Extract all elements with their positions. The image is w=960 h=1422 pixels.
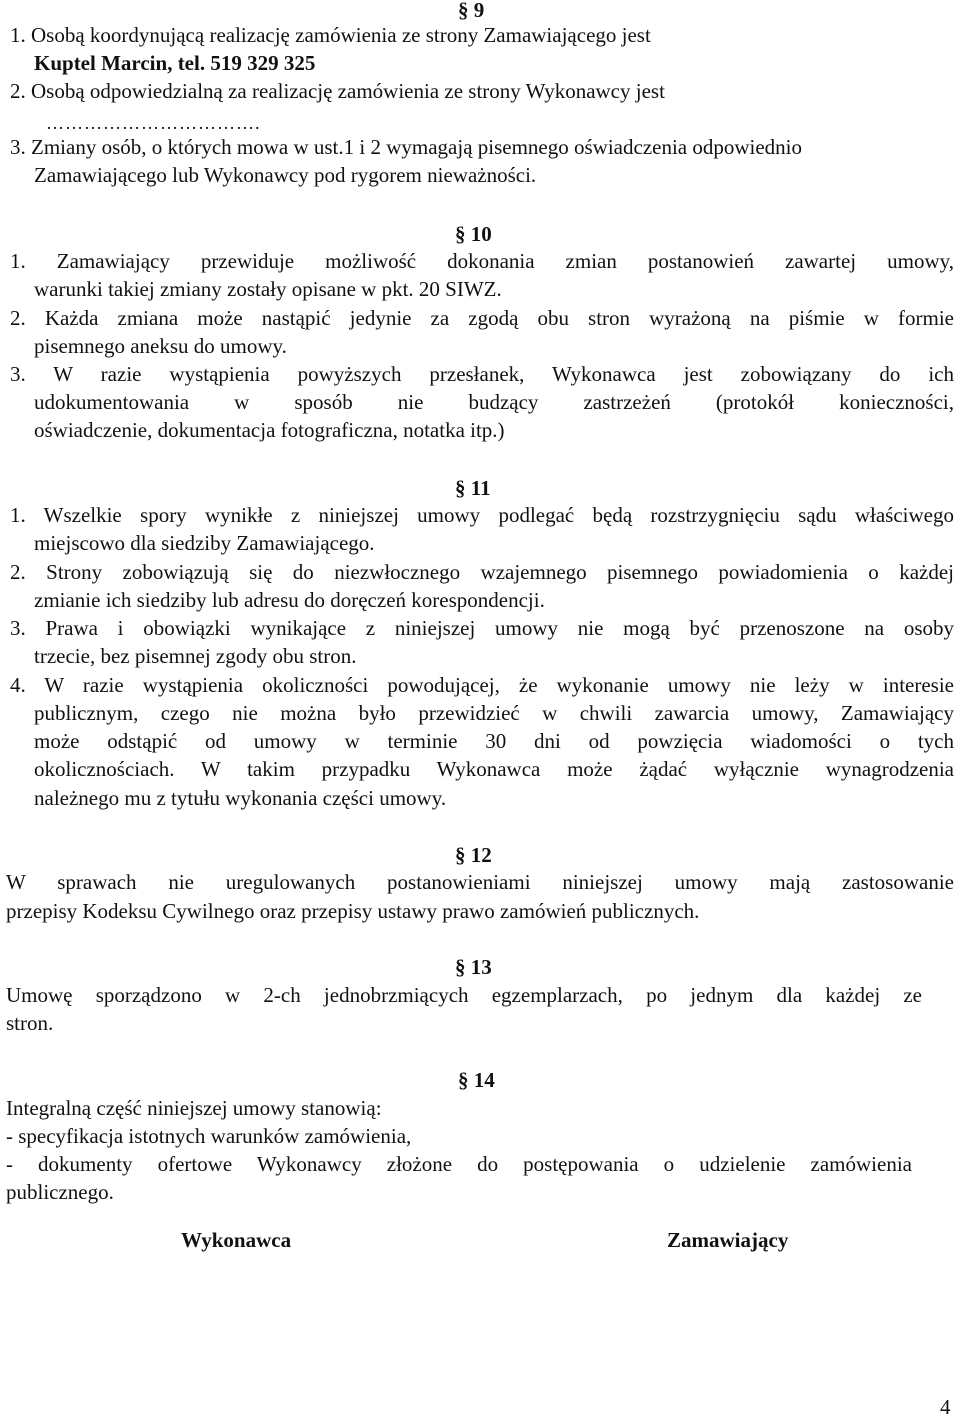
section-11-line-2: miejscowo dla siedziby Zamawiającego.: [34, 531, 375, 555]
page-number: 4: [940, 1395, 951, 1419]
section-11-line-3: 2. Strony zobowiązują się do niezwłocznego wzajemnego pisemnego powiadomienia o każdej: [10, 560, 954, 584]
section-11-line-11: należnego mu z tytułu wykonania części umowy.: [34, 786, 447, 810]
section-11-line-8: publicznym, czego nie można było przewidzieć w chwili zawarcia umowy, Zamawiający: [34, 701, 954, 725]
signature-wykonawca: Wykonawca: [181, 1228, 292, 1252]
section-9-line-5: 3. Zmiany osób, o których mowa w ust.1 i 2 wymagają pisemnego oświadczenia odpowiednio: [10, 135, 803, 159]
section-10-line-6: udokumentowania w sposób nie budzący zastrzeżeń (protokół konieczności,: [34, 390, 954, 414]
section-13-line-2: stron.: [6, 1011, 54, 1035]
section-12-line-1: W sprawach nie uregulowanych postanowieniami niniejszej umowy mają zastosowanie: [6, 870, 954, 894]
section-14-line-2: - specyfikacja istotnych warunków zamówienia,: [6, 1124, 412, 1148]
section-10-line-4: pisemnego aneksu do umowy.: [34, 334, 287, 358]
section-9-heading: § 9: [458, 0, 485, 22]
section-13-heading: § 13: [455, 955, 492, 979]
section-11-line-7: 4. W razie wystąpienia okoliczności powodującej, że wykonanie umowy nie leży w interesie: [10, 673, 954, 697]
section-10-line-5: 3. W razie wystąpienia powyższych przesłanek, Wykonawca jest zobowiązany do ich: [10, 362, 954, 386]
section-10-heading: § 10: [455, 222, 492, 246]
section-11-line-6: trzecie, bez pisemnej zgody obu stron.: [34, 644, 357, 668]
section-14-line-1: Integralną część niniejszej umowy stanowią:: [6, 1096, 382, 1120]
section-14-line-4: publicznego.: [6, 1180, 114, 1204]
section-11-line-10: okolicznościach. W takim przypadku Wykonawca może żądać wyłącznie wynagrodzenia: [34, 757, 954, 781]
section-12-line-2: przepisy Kodeksu Cywilnego oraz przepisy ustawy prawo zamówień publicznych.: [6, 899, 700, 923]
section-9-line-3: 2. Osobą odpowiedzialną za realizację zamówienia ze strony Wykonawcy jest: [10, 79, 665, 103]
section-9-line-1: 1. Osobą koordynującą realizację zamówienia ze strony Zamawiającego jest: [10, 23, 651, 47]
section-9-contact: Kuptel Marcin, tel. 519 329 325: [34, 51, 316, 75]
section-11-line-1: 1. Wszelkie spory wynikłe z niniejszej umowy podlegać będą rozstrzygnięciu sądu właściwego: [10, 503, 954, 527]
section-10-line-2: warunki takiej zmiany zostały opisane w pkt. 20 SIWZ.: [34, 277, 502, 301]
section-10-line-3: 2. Każda zmiana może nastąpić jedynie za zgodą obu stron wyrażoną na piśmie w formie: [10, 306, 954, 330]
section-9-blank-dots: …………………………….: [46, 113, 261, 133]
signature-zamawiajacy: Zamawiający: [667, 1228, 789, 1252]
section-11-line-4: zmianie ich siedziby lub adresu do doręczeń korespondencji.: [34, 588, 545, 612]
section-9-line-6: Zamawiającego lub Wykonawcy pod rygorem nieważności.: [34, 163, 537, 187]
section-11-line-5: 3. Prawa i obowiązki wynikające z niniejszej umowy nie mogą być przenoszone na osoby: [10, 616, 954, 640]
section-11-line-9: może odstąpić od umowy w terminie 30 dni od powzięcia wiadomości o tych: [34, 729, 954, 753]
section-11-heading: § 11: [455, 476, 491, 500]
section-10-line-7: oświadczenie, dokumentacja fotograficzna, notatka itp.): [34, 418, 505, 442]
section-14-line-3: - dokumenty ofertowe Wykonawcy złożone do postępowania o udzielenie zamówienia: [6, 1152, 912, 1176]
section-13-line-1: Umowę sporządzono w 2-ch jednobrzmiących egzemplarzach, po jednym dla każdej ze: [6, 983, 922, 1007]
section-12-heading: § 12: [455, 843, 492, 867]
section-10-line-1: 1. Zamawiający przewiduje możliwość dokonania zmian postanowień zawartej umowy,: [10, 249, 954, 273]
section-14-heading: § 14: [458, 1068, 495, 1092]
